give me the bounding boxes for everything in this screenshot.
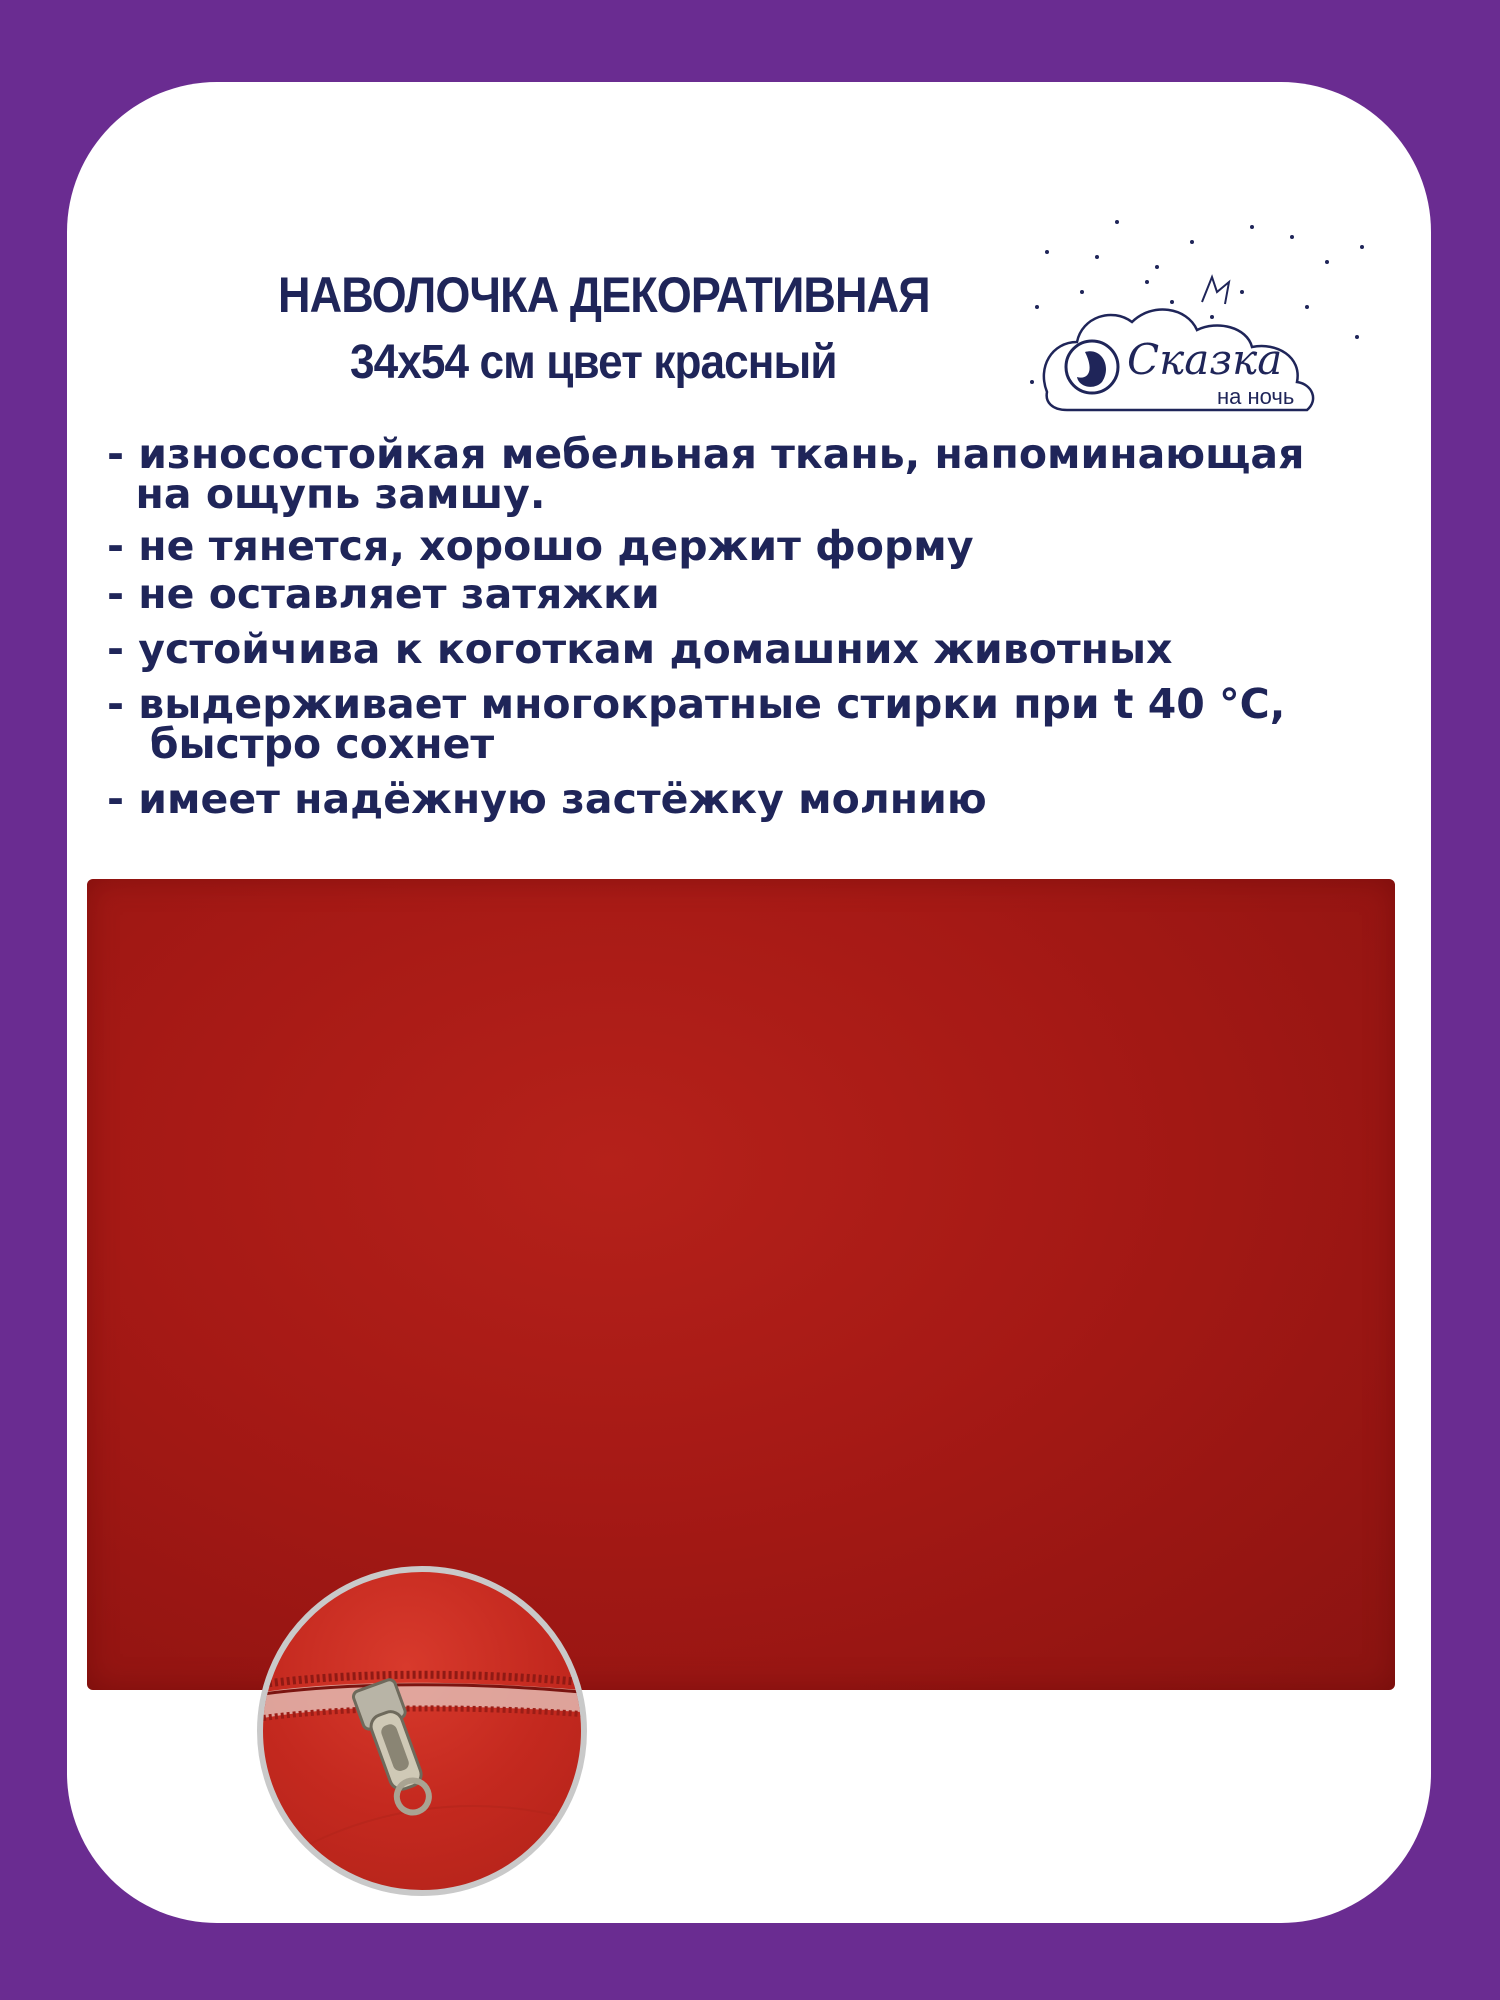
feature-item: - износостойкая мебельная ткань, напоминающая (107, 430, 1305, 478)
logo-text-sub: на ночь (1217, 384, 1295, 409)
feature-item: - не тянется, хорошо держит форму (107, 522, 974, 570)
logo-text-main: Сказка (1127, 335, 1283, 384)
product-card (67, 82, 1431, 1923)
pillowcase-image (87, 879, 1395, 1690)
product-subtitle: 34x54 см цвет красный (350, 336, 837, 389)
feature-item: быстро сохнет (107, 720, 495, 768)
feature-item: - устойчива к коготкам домашних животных (107, 625, 1173, 673)
zipper-closeup-image (257, 1566, 587, 1896)
feature-item: - не оставляет затяжки (107, 570, 660, 618)
feature-item: - выдерживает многократные стирки при t 40 °С, (107, 680, 1286, 728)
brand-logo (1007, 152, 1387, 422)
product-title: НАВОЛОЧКА ДЕКОРАТИВНАЯ (278, 267, 930, 323)
feature-item: на ощупь замшу. (107, 470, 546, 518)
feature-item: - имеет надёжную застёжку молнию (107, 775, 987, 823)
